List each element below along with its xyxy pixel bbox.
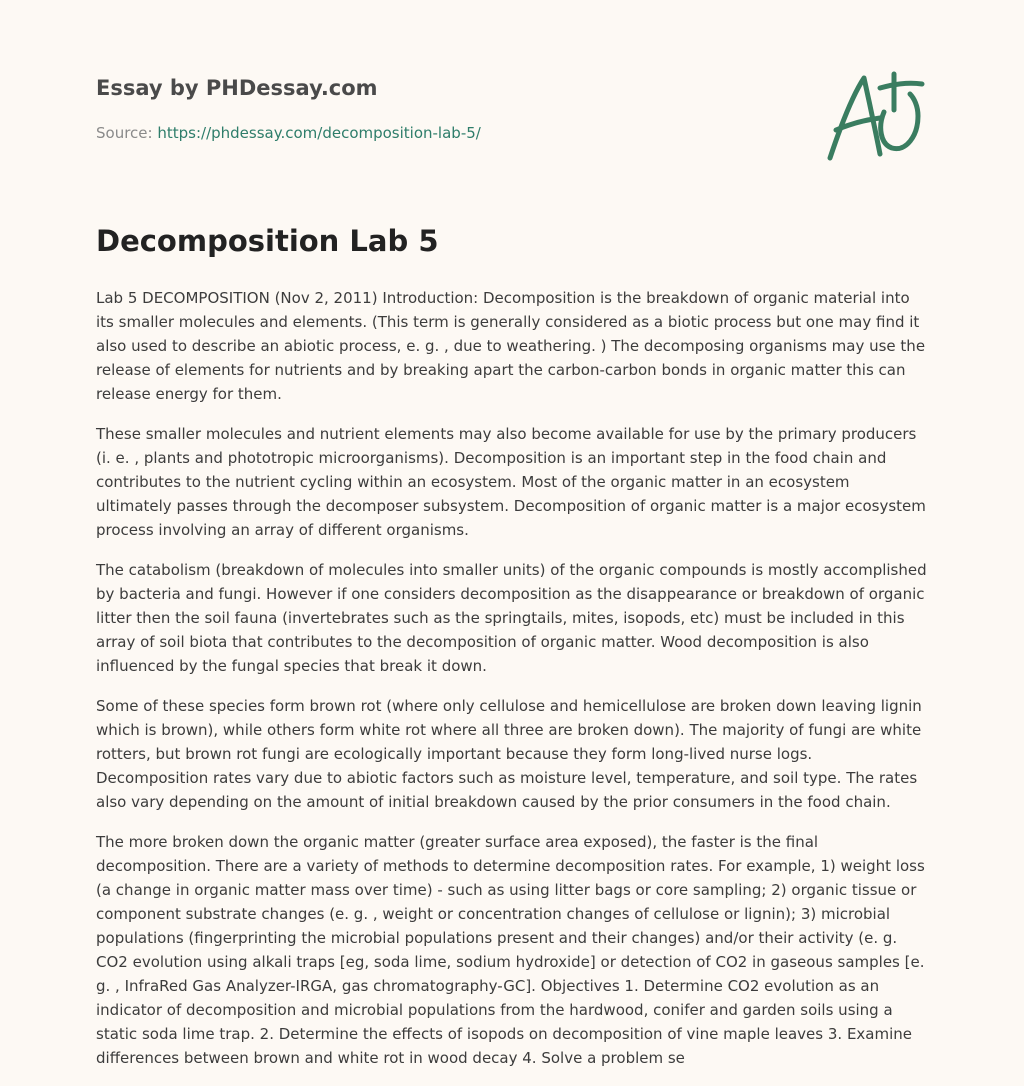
paragraph: The more broken down the organic matter (greater surface area exposed), the faster is the final decomposition. There are a variety of methods to determine decomposition rates. For example, 1) weight loss (a change in organic matter mass over time) - such as using litter bags or core sampling; 2) organic tissue or component substrate changes (e. g. , weight or concentration changes of cellulose or lignin); 3) microbial populations (fingerprinting the microbial populations present and their changes) and/or their activity (e. g. CO2 evolution using alkali traps [eg, soda lime, sodium hydroxide] or detection of CO2 in gaseous samples [e. g. , InfraRed Gas Analyzer-IRGA, gas chromatography-GC]. Objectives 1. Determine CO2 evolution as an indicator of decomposition and microbial populations from the hardwood, conifer and garden soils using a static soda lime trap. 2. Determine the effects of isopods on decomposition of vine maple leaves 3. Examine differences between brown and white rot in wood decay 4. Solve a problem se <box>96 833 925 1067</box>
source-line <box>96 124 481 142</box>
document-title: Decomposition Lab 5 <box>96 224 439 258</box>
paragraph: The catabolism (breakdown of molecules into smaller units) of the organic compounds is mostly accomplished by bacteria and fungi. However if one considers decomposition as the disappearance or breakdown of organic litter then the soil fauna (invertebrates such as the springtails, mites, isopods, etc) must be included in this array of soil biota that contributes to the decomposition of organic matter. Wood decomposition is also influenced by the fungal species that break it down. <box>96 561 927 675</box>
paragraph: Some of these species form brown rot (where only cellulose and hemicellulose are broken down leaving lignin which is brown), while others form white rot where all three are broken down). The majority of fungi are white rotters, but brown rot fungi are ecologically important because they form long-lived nurse logs. Decomposition rates vary due to abiotic factors such as moisture level, temperature, and soil type. The rates also vary depending on the amount of initial breakdown caused by the prior consumers in the food chain. <box>96 697 922 811</box>
a-plus-logo-icon <box>822 68 928 164</box>
document-body <box>96 286 928 1086</box>
paragraph: These smaller molecules and nutrient elements may also become available for use by the primary producers (i. e. , plants and phototropic microorganisms). Decomposition is an important step in the food chain and contributes to the nutrient cycling within an ecosystem. Most of the organic matter in an ecosystem ultimately passes through the decomposer subsystem. Decomposition of organic matter is a major ecosystem process involving an array of different organisms. <box>96 425 926 539</box>
site-brand: Essay by PHDessay.com <box>96 76 378 100</box>
source-label: Source: <box>96 124 153 142</box>
source-link[interactable]: https://phdessay.com/decomposition-lab-5/ <box>157 124 481 142</box>
paragraph: Lab 5 DECOMPOSITION (Nov 2, 2011) Introduction: Decomposition is the breakdown of organic material into its smaller molecules and elements. (This term is generally considered as a biotic process but one may find it also used to describe an abiotic process, e. g. , due to weathering. ) The decomposing organisms may use the release of elements for nutrients and by breaking apart the carbon-carbon bonds in organic matter this can release energy for them. <box>96 289 926 403</box>
